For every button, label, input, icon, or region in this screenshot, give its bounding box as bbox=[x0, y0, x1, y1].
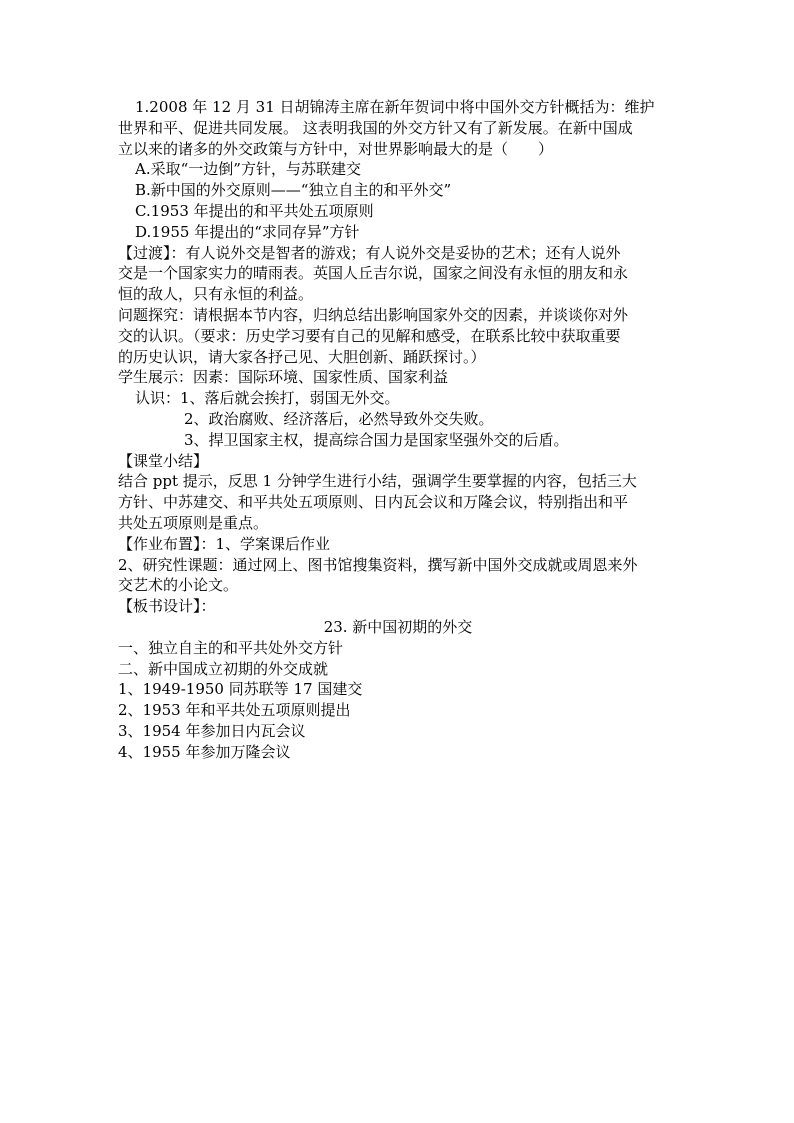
option-a: A.采取“一边倒”方针，与苏联建交 bbox=[135, 160, 361, 179]
homework-block bbox=[118, 534, 678, 596]
homework-line: 交艺术的小论文。 bbox=[118, 576, 239, 595]
board-item: 1、1949-1950 同苏联等 17 国建交 bbox=[118, 680, 363, 699]
question-line: 世界和平、促进共同发展。 这表明我国的外交方针又有了新发展。在新中国成 bbox=[118, 118, 633, 137]
board-item: 一、独立自主的和平共处外交方针 bbox=[118, 638, 344, 657]
transition-line: 【过渡】：有人说外交是智者的游戏；有人说外交是妥协的艺术；还有人说外 bbox=[118, 243, 621, 262]
understanding-line: 认识：1、落后就会挨打，弱国无外交。 bbox=[135, 389, 400, 408]
board-heading: 【板书设计】： bbox=[118, 597, 216, 616]
board-title: 23. 新中国初期的外交 bbox=[323, 617, 473, 636]
summary-heading: 【课堂小结】 bbox=[118, 451, 209, 470]
option-d: D.1955 年提出的“求同存异”方针 bbox=[135, 222, 360, 241]
board-design-block bbox=[118, 596, 678, 762]
understanding-line: 2、政治腐败、经济落后，必然导致外交失败。 bbox=[184, 409, 494, 428]
inquiry-block bbox=[118, 305, 678, 367]
question-block bbox=[118, 97, 678, 243]
inquiry-line: 的历史认识，请大家各抒己见、大胆创新、踊跃探讨。） bbox=[118, 347, 486, 366]
student-display-block bbox=[118, 367, 678, 450]
transition-block bbox=[118, 243, 678, 305]
board-item: 2、1953 年和平共处五项原则提出 bbox=[118, 701, 351, 720]
summary-line: 方针、中苏建交、和平共处五项原则、日内瓦会议和万隆会议，特别指出和平 bbox=[118, 493, 629, 512]
homework-line: 【作业布置】：1、学案课后作业 bbox=[118, 534, 331, 553]
summary-block bbox=[118, 451, 678, 534]
board-item: 二、新中国成立初期的外交成就 bbox=[118, 659, 329, 678]
option-c: C.1953 年提出的和平共处五项原则 bbox=[135, 201, 374, 220]
summary-line: 结合 ppt 提示，反思 1 分钟学生进行小结，强调学生要掌握的内容，包括三大 bbox=[118, 472, 637, 491]
homework-line: 2、研究性课题：通过网上、图书馆搜集资料，撰写新中国外交成就或周恩来外 bbox=[118, 555, 638, 574]
question-line: 1.2008 年 12 月 31 日胡锦涛主席在新年贺词中将中国外交方针概括为：维护 bbox=[135, 98, 655, 116]
board-item: 4、1955 年参加万隆会议 bbox=[118, 742, 291, 761]
document-page bbox=[118, 97, 678, 763]
transition-line: 恒的敌人，只有永恒的利益。 bbox=[118, 285, 314, 304]
factors-line: 学生展示：因素：国际环境、国家性质、国家利益 bbox=[118, 368, 449, 387]
inquiry-line: 问题探究：请根据本节内容，归纳总结出影响国家外交的因素，并谈谈你对外 bbox=[118, 305, 629, 324]
summary-line: 共处五项原则是重点。 bbox=[118, 513, 269, 532]
option-b: B.新中国的外交原则——“独立自主的和平外交” bbox=[135, 181, 452, 200]
board-item: 3、1954 年参加日内瓦会议 bbox=[118, 721, 306, 740]
inquiry-line: 交的认识。（要求：历史学习要有自己的见解和感受，在联系比较中获取重要 bbox=[118, 326, 621, 345]
transition-line: 交是一个国家实力的晴雨表。英国人丘吉尔说，国家之间没有永恒的朋友和永 bbox=[118, 264, 629, 283]
question-line: 立以来的诸多的外交政策与方针中，对世界影响最大的是（ ） bbox=[118, 139, 554, 158]
understanding-line: 3、捍卫国家主权，提高综合国力是国家坚强外交的后盾。 bbox=[184, 430, 569, 449]
